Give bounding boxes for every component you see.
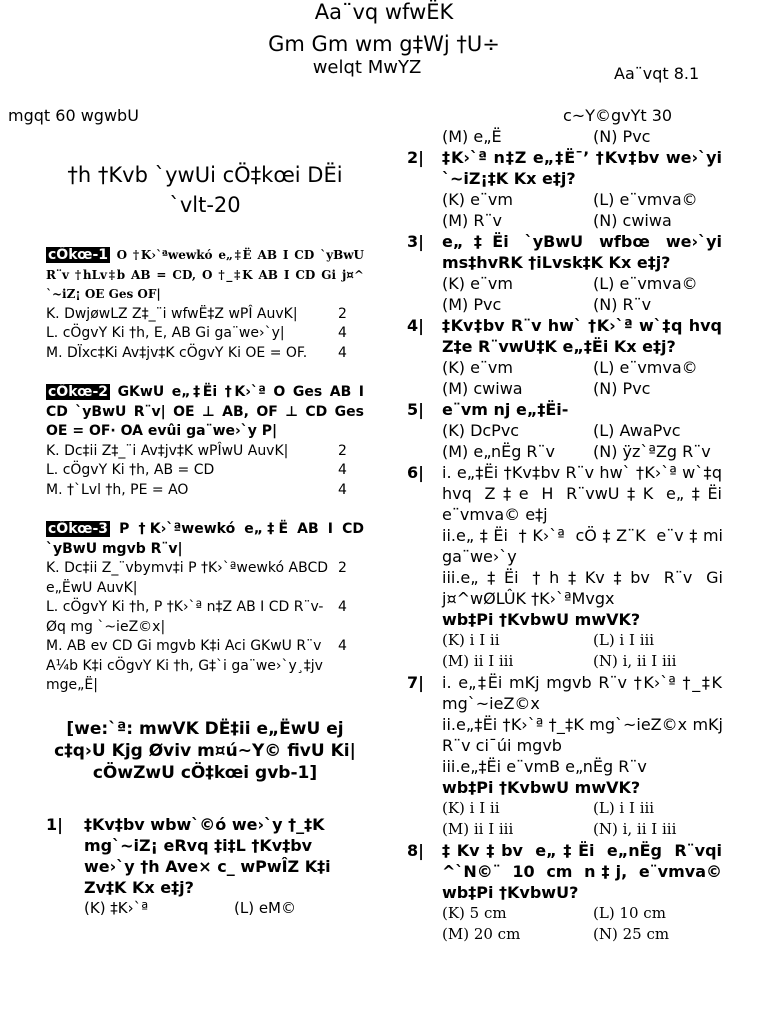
option-n[interactable]: (N) R¨v <box>593 295 652 314</box>
mcq-3 <box>407 231 723 273</box>
question-number: 1| <box>46 814 63 834</box>
left-column <box>46 160 364 918</box>
question-number: 4| <box>407 316 424 335</box>
option-k[interactable]: (K) i I ii <box>442 799 500 817</box>
mcq-7 <box>407 672 723 714</box>
option-k[interactable]: (K) e¨vm <box>442 190 513 209</box>
mcq-2 <box>407 147 723 189</box>
right-column <box>407 126 723 945</box>
section-title: †h †Kvb `ywUi cÖ‡kœi DËi `vlt-20 <box>67 163 343 217</box>
option-m[interactable]: (M) Pvc <box>442 295 502 314</box>
mcq-8 <box>407 840 723 903</box>
option-n[interactable]: (N) i, ii I iii <box>593 652 677 670</box>
question-number: 3| <box>407 232 424 251</box>
mcq-1 <box>46 814 364 918</box>
option-m[interactable]: (M) 20 cm <box>442 925 521 943</box>
question-text: ‡Kv‡bv wbw`©ó we›`y †_‡K mg`~iZ¡ eRvq ‡i‡L †Kv‡bv we›`y †h Ave× c_ wPwÎZ K‡i Zv‡K Kx e‡j? <box>84 814 331 897</box>
part-mark: 4 <box>338 481 347 498</box>
option-n[interactable]: (N) i, ii I iii <box>593 820 677 838</box>
option-l[interactable]: (L) e¨vmva© <box>593 358 698 377</box>
mcq-5 <box>407 399 723 420</box>
option-m[interactable]: (M) cwiwa <box>442 379 523 398</box>
question-badge: cÖkœ-3 <box>48 521 109 537</box>
part-mark: 2 <box>338 305 347 322</box>
statement-i: i. e„‡Ëi †Kv‡bv R¨v hw` †K›`ª w`‡q hvq Z‡e H R¨vwU‡K e„‡Ëi e¨vmva© e‡j <box>442 463 722 524</box>
statement-i: i. e„‡Ëi mKj mgvb R¨v †K›`ª †_‡K mg`~ieZ©x <box>442 673 722 713</box>
creative-question-1 <box>46 246 364 363</box>
time-label: mgqt 60 wgwbU <box>8 106 139 125</box>
mcq-4 <box>407 315 723 357</box>
creative-question-2 <box>46 383 364 500</box>
part-mark: 4 <box>338 325 347 341</box>
option-k[interactable]: (K) e¨vm <box>442 358 513 377</box>
question-number: 8| <box>407 841 424 860</box>
option-l[interactable]: (L) AwaPvc <box>593 421 681 440</box>
question-stem: O †K›`ªwewkó e„‡Ë AB I CD `yBwU R¨v †hLv‡b AB = CD, O †_‡K AB I CD Gi j¤^ `~iZ¡ OE Ges OF| <box>46 248 365 301</box>
option-k[interactable]: (K) DcPvc <box>442 421 520 440</box>
option-n[interactable]: (N) ÿz`ªZg R¨v <box>593 442 711 461</box>
option-k[interactable]: (K) i I ii <box>442 631 500 649</box>
option-n[interactable]: (N) 25 cm <box>593 925 670 943</box>
option-m[interactable]: (M) e„nËg R¨v <box>442 442 556 461</box>
question-text: ‡Kv‡bv e„‡Ëi e„nËg R¨vqi ^`N©¨ 10 cm n‡j, e¨vmva© wb‡Pi †KvbwU? <box>442 841 722 902</box>
question-number: 2| <box>407 148 424 167</box>
part-m: M. †`Lvl †h, PE = AO <box>46 481 189 498</box>
option-n[interactable]: (N) cwiwa <box>593 211 672 230</box>
option-k[interactable]: (K) 5 cm <box>442 904 507 922</box>
part-m: M. DÏxc‡Ki Av‡jv‡K cÖgvY Ki OE = OF. <box>46 344 308 361</box>
question-stem: P †K›`ªwewkó e„‡Ë AB I CD `yBwU mgvb R¨v| <box>46 521 365 557</box>
part-k: K. Dc‡ii Z_¨vbymv‡i P †K›`ªwewkó ABCD e„ËwU AuvK| <box>46 560 328 596</box>
part-mark: 4 <box>338 344 347 361</box>
option-m[interactable]: (M) ii I iii <box>442 820 514 838</box>
part-l: L. cÖgvY Ki †h, AB = CD <box>46 462 215 478</box>
option-n[interactable]: (N) Pvc <box>593 127 651 146</box>
chapter-label: Aa¨vqt 8.1 <box>614 64 700 83</box>
part-mark: 2 <box>338 560 347 576</box>
option-k[interactable]: (K) e¨vm <box>442 274 513 293</box>
part-mark: 4 <box>338 638 347 654</box>
option-m[interactable]: (M) ii I iii <box>442 652 514 670</box>
mcq-6 <box>407 462 723 525</box>
option-l[interactable]: (L) e¨vmva© <box>593 190 698 209</box>
question-ask: wb‡Pi †KvbwU mwVK? <box>442 610 641 629</box>
exam-title: Gm Gm wm g‡Wj †U÷ <box>268 32 500 56</box>
statement-iii: iii.e„‡Ëi e¨vmB e„nËg R¨v <box>442 757 647 776</box>
statement-iii: iii.e„‡Ëi †h‡Kv‡bv R¨v Gi j¤^wØLÛK †K›`ªMvgx <box>442 568 723 608</box>
part-k: K. Dc‡ii Z‡_¨i Av‡jv‡K wPÎwU AuvK| <box>46 442 289 459</box>
part-m: M. AB ev CD Gi mgvb K‡i Aci GKwU R¨v A¼b K‡i cÖgvY Ki †h, G‡`i ga¨we›`y¸‡jv mge„Ë| <box>46 638 323 693</box>
mcq-instruction: [we:`ª: mwVK DË‡ii e„ËwU ej c‡q›U Kjg Øviv m¤ú~Y© fivU Ki| cÖwZwU cÖ‡kœi gvb-1] <box>54 718 356 783</box>
subject-title: welqt MwYZ <box>312 57 422 78</box>
option-l[interactable]: (L) eM© <box>234 898 296 917</box>
question-ask: wb‡Pi †KvbwU mwVK? <box>442 778 641 797</box>
option-l[interactable]: (L) i I iii <box>593 799 655 817</box>
question-text: ‡K›`ª n‡Z e„‡Ë¯’ †Kv‡bv we›`yi `~iZ¡‡K Kx e‡j? <box>442 148 722 188</box>
option-l[interactable]: (L) 10 cm <box>593 904 666 922</box>
part-mark: 2 <box>338 442 347 459</box>
creative-question-3 <box>46 520 364 696</box>
option-k[interactable]: (K) ‡K›`ª <box>84 898 149 917</box>
part-l: L. cÖgvY Ki †h, P †K›`ª n‡Z AB I CD R¨v-Øq mg `~ieZ©x| <box>46 599 324 635</box>
part-mark: 4 <box>338 462 347 478</box>
option-l[interactable]: (L) e¨vmva© <box>593 274 698 293</box>
part-mark: 4 <box>338 599 347 615</box>
question-badge: cÖkœ-1 <box>48 247 109 263</box>
part-l: L. cÖgvY Ki †h, E, AB Gi ga¨we›`y| <box>46 325 285 341</box>
marks-label: c~Y©gvYt 30 <box>563 106 673 125</box>
part-k: K. DwjøwLZ Z‡_¨i wfwË‡Z wPÎ AuvK| <box>46 305 298 322</box>
question-number: 6| <box>407 463 424 482</box>
statement-ii: ii.e„‡Ëi †K›`ª cÖ‡Z¨K e¨v‡mi ga¨we›`y <box>442 526 723 566</box>
question-text: ‡Kv‡bv R¨v hw` †K›`ª w`‡q hvq Z‡e R¨vwU‡K e„‡Ëi Kx e‡j? <box>442 316 722 356</box>
statement-ii: ii.e„‡Ëi †K›`ª †_‡K mg`~ieZ©x mKj R¨v ci¯úi mgvb <box>442 715 723 755</box>
question-text: e¨vm nj e„‡Ëi- <box>442 400 569 419</box>
option-m[interactable]: (M) R¨v <box>442 211 502 230</box>
question-text: e„‡Ëi `yBwU wfbœ we›`yi ms‡hvRK †iLvsk‡K Kx e‡j? <box>442 232 722 272</box>
option-n[interactable]: (N) Pvc <box>593 379 651 398</box>
question-number: 7| <box>407 673 424 692</box>
question-number: 5| <box>407 400 424 419</box>
school-name: Aa¨vq wfwËK <box>314 0 454 24</box>
question-stem: GKwU e„‡Ëi †K›`ª O Ges AB I CD `yBwU R¨v| OE ⊥ AB, OF ⊥ CD Ges OE = OF· OA evûi ga¨we›`y P| <box>46 384 364 439</box>
option-m[interactable]: (M) e„Ë <box>442 127 502 146</box>
option-l[interactable]: (L) i I iii <box>593 631 655 649</box>
question-badge: cÖkœ-2 <box>48 384 109 400</box>
